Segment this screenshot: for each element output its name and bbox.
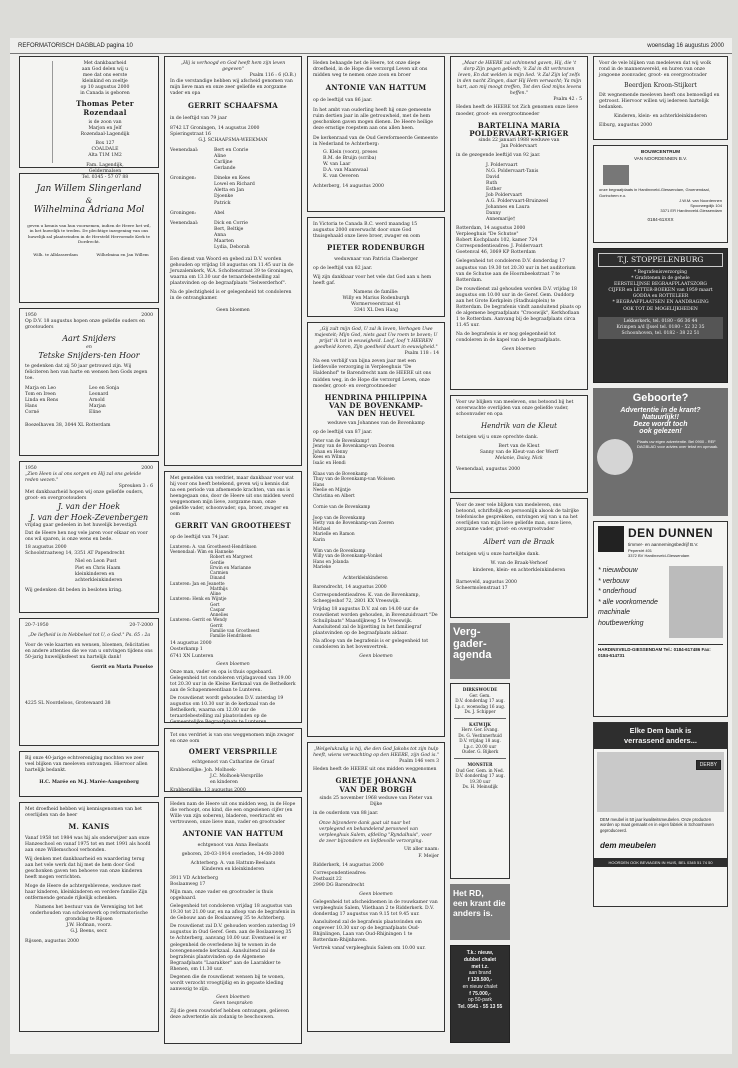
bride-name: Wilhelmina Adriana Mol — [33, 205, 145, 216]
obituary-van-der-borgh: „Welgelukzalig is hij, die den God Jakobs tot zijn hulp heeft, wiens verwachting op den HEERE, zijn God is." Psalm 146 vers 3 Heden heeft de HEERE uit ons midden weggenomen GRIETJE JOHANNA VAN DER BORGH sinds 25 november 1968 weduwe van Pieter van Dijke in de ouderdom van 88 jaar. Onze bijzondere dank gaat uit naar het verplegend en behandelend personeel van verpleeghuis Salem, afdeling "Ryndalhuis", voor de zeer bijzondere en liefdevolle verzorging. Uit aller naam: F. Meijer Ridderkerk, 14 augustus 2000 Correspondentieadres: Postbaxit 22 2990 DG Barendrecht Geen bloemen Gelegenheid tot afscheidnemen in de rouwkamer van verpleeghuis Salem, Vliethaan 2 te Ridderkerk. D.V. donderdag 17 augustus van 9.15 tot 9.45 uur. Aansluitend zal de begrafenis plaatsvinden om ongeveer 10.30 uur op de begraafplaats Oud-Rhijnlingen, Laan van Oud-Rhijningen 1 te Rotterdam-Rhijnhaven. Vertrek vanaf verpleeghuis Salem om 10.00 uur. — [307, 742, 445, 1032]
chalet-ad: T.k.: nieuw, dubbel chalet met t.z. aan brand f 129.500,- en nieuw chalet f 75.000,- op 50-park Tel. 0541 - 55 13 55 — [450, 945, 510, 1043]
birth-ad: Geboorte? Advertentie in de krant? Natuurlijk!! Deze wordt toch ook gelezen! Plaats uw eigen advertentie. Bel 0900 - REF DAGBLAD voor advies over tekst en opmaak. — [593, 388, 728, 516]
anniversary-van-der-hoek: 1950 2000 „Zien Heen is al ons sorgen en Hij zal ons geleide reden wezen." Spreuken 3 : 6 Met dankbaarheid hopen wij onze geliefde ouders, groot- en overgrootouders J. van der Hoek J. van der Hoek-Zevenbergen vrijdag gaar gedeelen in het huwelijk bevestigd. Dat de Heere hen nog vele jaren voor elkaar en voor ons wil sparen, is onze wens en bede. 18 augustus 2000 Schoolstraatweg 14, 3351 AT Papendrecht Niel en Leon Pust Piet en Chris Haam kleinkinderen en achterkleinkinderen Wij gedenken dit beden in besloten kring. — [19, 461, 159, 613]
column-1 — [19, 56, 159, 1046]
den-dunnen-ad: DEN DUNNEN timmer- en aannemingsbedrijf B.V. Peperstrt 401 3372 BV Hardinxveld-Giessendam * nieuwbouw * verbouw * onderhoud * alle voorkomende machinale houtbewerking HARDINXVELD-GIESSENDAM Tel.: 0184-617486 Fax: 0184-614731 — [593, 521, 728, 717]
obituary-van-de-bovenkamp: „Gij zult mijn God, U zal ik loven, Verhogen Uwe majesteit; Mijn God, niets gaat Uw roem te boven; U prijst' ik tot in eeuwigheid. Loof, loof 't HEEREN goedheid koren, Zijn goedheid duurt in eeuwigheid." Psalm 118 : 14 Na een verblijf van bijna zeven jaar met een liefdevolle verzorging in Verpleeghuis "De Haldenhof" te Barendrecht nam de HEERE uit ons midden weg, in de Hope die verzorgd Leven, onze moeder, groot- en overgrootmoeder HENDRINA PHILIPPINA VAN DE BOVENKAMP- VAN DEN HEUVEL weduwe van Johannes van de Bovenkamp op de leeftijd van 87 jaar. Peter van de Bovenkamp† Jenny van de Bovenkamp-van Dooren Johan en Henny Kees en Wilma Isaäc en Hendi Klaas van de Bovenkamp Thuy van de Bovenkamp-van Wolssen Hans Neelie en Mijntje Christina en Albert Cornie van de Bovenkamp Joop van de Bovenkamp Hetty van de Bovenkamp-van Zoeren Michael Marielle en Ramon Karin Wim van de Bovenkamp Willy van de Bovenkamp-Vonkel Hans en Jolanda Marieke Achterkleinkinderen Barendrecht, 14 augustus 2000 Correspondentieadres: K. van de Bovenkamp, Scheepjeshof 72, 2801 KX Vreeswijk. Vrijdag 18 augustus D.V. zal om 14.00 uur de rouwdienst worden gehouden, in Bovenzuidvaart "De Schuilplaats" Maasdijkweg 5 te Vreeswijk. Aansluitend zal de bijzetting in het familiegraf plaatsvinden op de begraafplaats aldaar. Na afloop van de begrafenis is er gelegenheid tot condoleren in het bovenvertrek. Geen bloemen — [307, 322, 445, 737]
family-list: Peter van de Bovenkamp† Jenny van de Bovenkamp-van Dooren Johan en Henny Kees en Wilma Isaäc en Hendi Klaas van de Bovenkamp Thuy van de Bovenkamp-van Wolssen Hans Neelie en Mijntje Christina en Albert Cornie van de Bovenkamp Joop van de Bovenkamp Hetty van de Bovenkamp-van Zoeren Michael Marielle en Ramon Karin Wim van de Bovenkamp Willy van de Bovenkamp-Vonkel Hans en Jolanda Marieke Achterkleinkinderen — [313, 438, 395, 582]
obituary-van-hattum-church: Heden behaagde het de Heere, tot onze diepe droefheid, in de Hope die verzorgd Leven uit ons midden weg te nemen onze zoon en broer ANTONIE VAN HATTUM op de leeftijd van 86 jaar. In het ambt van ouderling heeft hij onze gemeente ruim dertien jaar in alle getrouwheid, met de hem geschonken gaven mogen dienen. De Heere heilige deze ernstige roepstem aan ons allen heen. De kerkenraad van de Oud Gereformeerde Gemeente in Nederland te Achterberg: G. Klein (voorz), preses B.M. de Bruijn (scriba) W. van Laar D.A. van Maanwaal K. van Oeveren Achterberg, 14 augustus 2000 — [307, 56, 445, 212]
dem-logo: dem meubelen — [600, 841, 657, 851]
page-header — [10, 38, 732, 54]
obituary-kanis: Met droefheid hebben wij kennisgenomen van het overlijden van de heer M. KANIS Vanaf 1958 tot 1984 was hij als onderwijzer aan onze Hanzeschool en vanaf 1975 tot en met 1991 als hoofd aan onze Willemschool verbonden. Wij denken met dankbaarheid en waardering terug aan het vele werk dat hij met de hem door God geschonken gaven ten behoeve van onze kinderen heeft mogen verrichten. Moge de Heere de achtergeblevene, weduwe met haar kinderen, kleinkinderen en verdere familie Zijn ontfermende genade rijkelijk schenken. Namens het bestuur van de Vereniging tot het onderhouden van scholenwerk op reformatorische grondslag te Rijssen J.W. Hofman, voorz. G.J. Beens, secr. Rijssen, augustus 2000 — [19, 802, 159, 1032]
family-list: J. Poldervaart N.G. Poldervaart-Tanis David Ruth Esther Job Poldervaart A.G. Poldervaart-Bruinzeel Johannes en Laura Danny Annemarije† — [486, 162, 549, 223]
stoppelenburg-ad: T.J. STOPPELENBURG * Begrafenisverzorging * Grafstenen in de gehele EERSTELIJNSE BEGRAAFPLAATSZORG CIJFER en LETTER-BOEKEN van 1959 maart GODDA en ROTTELEER * BEGRAAFPLAATSEN EN AANDRAGING OOK TOT DE MOGELIJKHEDEN Lekkerkerk, tel. 0180 - 66 36 44 Krimpen a/d IJssel tel. 0180 - 52 32 35 Schoonhoven, tel. 0182 - 38 22 51 — [593, 248, 728, 383]
baby-photo — [597, 439, 633, 475]
obituary-versprille: Tot ons verdriet is van ons weggenomen mijn zwager en onze oom OMERT VERSPRILLE echtgenoot van Catharine de Graaf Krabbendijke: Joh. Molhoek- J.C. Molhoek-Versprille en kinderen Krabbendijke, 13 augustus 2000 — [164, 728, 302, 792]
family-list: Lunteren: A. van Grootheest-Hendriksen Veenendaal: Wim en Hanneke Robert en Margreet Gerdie Erwin en Marianne Carmien Dinand Lunteren: Jan en Jeanette Matthijs Aline Lunteren: Henk en Wijntje Gert Caspar Annelies Lunteren: Gerrit en Wendy Gerrit Familie van Grootheest Familie Hendriksen — [170, 543, 260, 639]
thanks-van-de-braak: Voor de zeer vele blijken van medeleven, ons betoond, schriftelijk en persoonlijk alsook de talrijke telefonische gesprekken, ontvingen wij van u na het overlijden van mijn lieve geliefde man, onze lieve, zorgzame vader, groot- en overgrootvader Albert van de Braak betuigen wij u onze hartelijke dank. W. van de Braak-Verhoef kinderen, klein- en achterkleinkinderen Barneveld, augustus 2000 Scheermolenstraat 17 — [450, 498, 588, 618]
bouwcentrum-ad: BOUWCENTRUM VAN NOORDENNEN B.V. onze begraafplaats in Hardinxveld-Giessendam, Groenendaal, Gorinchem e.o. J.W.M. van Noordennen Spoorwegdijk 104 3371 ER Hardinxveld-Giessendam 0184-61XXX — [593, 145, 728, 243]
thanks-maree: Bij onze 40-jarige echtvereniging mochten we zeer veel blijken van meeleven ontvangen. Hiervoor allen hartelijk bedankt. H.C. Marée en M.J. Marée-Aangenberg — [19, 751, 159, 797]
dem-meubelen-ad: Elke Dem bank is verrassend anders... DERBY DEM meubel is 50 jaar kwaliteitsmeubelen. Onze producten worden op maat gemaakt en in eigen fabriek in Schoonhoven geproduceerd. dem meubelen HOORDEN OOK BEVIAGEN IN HUIS, BEL 0345 51 74 50 — [593, 722, 728, 907]
newspaper-page — [10, 38, 732, 1054]
child-name: Thomas Peter Rozendaal — [76, 99, 134, 117]
wedding-announcement: Jan Willem Slingerland & Wilhelmina Adriana Mol geven u kennis van hun voornemen, indien de Heere het wil, in het huwelijk te treden. De plechtige inzegening van ons huwelijk zal plaatsvinden in de Hersteld Hervormde Kerk te Dordrecht. Wilh. te Alblasserdam Wilhelmina en Jan Willem — [19, 173, 159, 303]
header-left: REFORMATORISCH DAGBLAD pagina 10 — [18, 42, 133, 49]
house-photo — [669, 566, 723, 638]
column-5 — [593, 56, 728, 1046]
agenda-banner: Verg- gader- agenda — [450, 623, 510, 679]
obituary-schaafsma: „Hij is verhoogd en God heeft hem zijn leven gegeven" Psalm 116 : 6 (O.B.) In die verstandige hebben wij afscheid genomen van mijn lieve man en onze zeer geliefde en zorgzame vader en opa GERRIT SCHAAFSMA in de leeftijd van 79 jaar 8742 LT Groningen, 14 augustus 2000 Spieringstraat 16 G.J. SCHAAFSMA-WEEKMAN Veenendaal: Bert en Conrie Aline Carlijne Gerlande Groningen: Dineke en Kees Lowel en Richard Aletta en Jan Djoenke Patrick Groningen: Abel Veenendaal: Dick en Corrie Bert, Beltkje Anna Maarten Lydia, Deborah Een dienst van Woord en gebed zal D.V. worden gehouden op vrijdag 18 augustus om 11.45 uur in de Jeruzalemkerk, W.A. Scholtenstraat 39 te Groningen, waarna om 13.30 uur de teraardebestelling zal plaatsvinden op de begraafplaats "Selwerderhof". Na de plechtigheid is er gelegenheid tot condoleren in de ontvangkamer. Geen bloemen — [164, 56, 302, 466]
house-logo — [603, 165, 629, 185]
meeting-agenda: DIRKSWOUDE Ger. Gem. D.V. donderdag 17 aug. Lp.c. woensdag 16 aug. Ds. J. Schipper KATWIJK Herv. Ger. Evang. Ds. G. Vestinnerhuid D.V. vrijdag 18 aug. Lp.c. 20.00 uur Ouder. G. Bijkerk MONSTER Oud Ger. Gem. in Ned. D.V. donderdag 17 aug. 19.30 uur Ds. H. Meinsdijk — [450, 683, 510, 879]
children-list: Marja en Leo Leo en Sonja Tom en Ireen Leonard Linda en Rens Arnold Hans Marjan Corné Eline — [25, 386, 120, 416]
rd-ad: Het RD, een krant die anders is. — [450, 884, 510, 940]
column-2 — [164, 56, 302, 1046]
anniversary-snijders: 1950 2000 Op D.V. 18 augustus hopen onze geliefde ouders en grootouders Aart Snijders en Tetske Snijders-ten Hoor te gedenken dat zij 50 jaar getrouwd zijn. Wij feliciteren hen van harte en wensen hen Gods zegen toe. Marja en Leo Leo en Sonja Tom en Ireen Leonard Linda en Rens Arnold Hans Marjan Corné Eline Boezelhaven 38, 3044 XL Rotterdam — [19, 308, 159, 456]
obituary-van-hattum-family: Heden nam de Heere uit ons midden weg, in de Hope die verhoopt, ons kind, die een ongezienen cijfer (en Wille van zijn soberen), bladeren, veerkracht en vertrouwen, onze lieve man, vader en grootvader ANTONIE VAN HATTUM echtgenoot van Anna Beelaats geboren, 20-03-1914 overleden, 14-08-2000 Achterberg: A. van Hattum-Beelaats Kinderen en kleinkinderen 3911 VD Achterberg Boslaanweg 17 Mijn man, onze vader en grootvader is thuis opgebaard. Gelegenheid tot condoleren vrijdag 18 augustus van 19.30 tot 21.00 uur, en na afloop van de begrafenis in de Gebouw aan de Boslaanweg 35 te Achterberg. De rouwdienst zal D.V. gehouden worden zaterdag 19 augustus in Oud Geref. Gem. aan de Boslaanweg 35 te Achterberg, aanvang 10.00 uur. Eventueel is er gelegenheid de overledene bij te wonen in de bovengenoemde kerkzaal. Aansluitend zal de begrafenis plaatsvinden op de Algemene Begraafplaats "Laarakker" aan de Laarakker te Rhenen, om 11.30 uur. Degenen die de rouwdienst wensen bij te wonen, wordt verzocht vroegtijdig en in gepaste kleding aanwezig te zijn. Geen bloemen Geen toespraken Zij die geen rouwbrief hebben ontvangen, gelieven deze advertentie als zodanig te beschouwen. — [164, 797, 302, 1044]
header-right: woensdag 16 augustus 2000 — [647, 42, 724, 49]
obituary-poldervaart: „Maar de HEERE zal schinnend gaven, Hij, die 't dorp Zijn pogen gebiedt; 'k Zal in dit verbrozen leven, En dat welden is mijn lied. 'k Zal Zijn lof zelfs in den nacht Zingen, daar Hij Hem verwacht; Ya mijn hart, aan mij moogt treffen, Tot den God mijns levens heffen." Psalm 42 : 5 Heden heeft de HEERE tot Zich genomen onze lieve moeder, groot- en overgrootmoeder BARTELINA MARIA POLDERVAART-KRIGER sinds 22 januari 1988 weduwe van Jan Poldervaart in de gezegende leeftijd van 92 jaar. J. Poldervaart N.G. Poldervaart-Tanis David Ruth Esther Job Poldervaart A.G. Poldervaart-Bruinzeel Johannes en Laura Danny Annemarije† Rotterdam, 14 augustus 2000 Verpleeghuis "De Schutse" Robert Kochplaats 102, kamer 724 Correspondentieadres: J. Poldervaart Goetenval 46, 3069 KP Rotterdam Gelegenheid tot condoleren D.V. donderdag 17 augustus van 19.30 tot 20.30 uur in het auditorium van de Schutse aan de Hoornbeekstraat 7 te Rotterdam. De rouwdienst zal gehouden worden D.V. vrijdag 18 augustus om 10.00 uur in de Geref. Gem. Ouddorp aan het Grote Kerkplein (Stadhuisplein) te Rotterdam. De begrafenis vindt aansluitend plaats op de algemene begraafplaats "Crooswijk", Kerkhoflaan 1 te Rotterdam. Aanvang bij de begraafplaats circa 11.45 uur. Na de begrafenis is er nog gelegenheid tot condoleren in de kapel van de begraafplaats. Geen bloemen — [450, 56, 588, 390]
birth-lines: Met dankbaarheid aan God delen wij u mee dat ons eerste kleinkind en zoeltje op 10 augustus 2000 in Canada is geboren — [80, 61, 130, 97]
sofa-photo: DERBY — [597, 752, 724, 812]
birth-announcement: Met dankbaarheid aan God delen wij u mee dat ons eerste kleinkind en zoeltje op 10 augustus 2000 in Canada is geboren Thomas Peter Rozendaal is de zoon van Marjon en Jelf Rozendaal-Lagendijk Box 127 COALDALE Alta T1M 1M2 Fam. Lagendijk, Geldermalsen Tel. 0345 - 57 07 88 — [19, 56, 159, 168]
obituary-van-grootheest: Met gemelden van verdriet, maar dankbaar voor wat hij voor ons heeft betekend, geven wij u kennis dat na een periode van afnemende krachten, van ons is heengegaan ons, door de Heere uit ons midden werd weggenomen mijn lieve, zorgzame man, onze geliefde vader, schoonvader, opa, broer, zwager en oom GERRIT VAN GROOTHEEST op de leeftijd van 74 jaar. Lunteren: A. van Grootheest-Hendriksen Veenendaal: Wim en Hanneke Robert en Margreet Gerdie Erwin en Marianne Carmien Dinand Lunteren: Jan en Jeanette Matthijs Aline Lunteren: Henk en Wijntje Gert Caspar Annelies Lunteren: Gerrit en Wendy Gerrit Familie van Grootheest Familie Hendriksen 14 augustus 2000 Oosterkamp 1 6741 XN Lunteren Geen bloemen Onze man, vader en opa is thuis opgebaard. Gelegenheid tot condoleren vrijdagavond van 19.00 tot 20.30 uur in de Kleine Kerkzaal van de Bethelkerk aan de Schapenmeentlaan te Lunteren. De rouwdienst wordt gehouden D.V. zaterdag 19 augustus om 10.30 uur in de kerkzaal van de Bethelkerk, waarna om 12.00 uur de teraardebestelling zal plaatsvinden op de Gemeentelijke Begraafplaats te Lunteren. — [164, 471, 302, 723]
house-logo — [598, 526, 624, 552]
groom-name: Jan Willem Slingerland — [36, 184, 142, 194]
column-3 — [307, 56, 445, 1046]
thanks-pouelse: 20-7-1950 20-7-2000 „De liefheid is in Nebbelsel tot U, o God." Ps. 65 : 2a Voor de vele kaarten en wensen, bloemen, felicitaties en andere attenties die we van u ontvingen tijdens ons 50-jarig huwelijksfeest nu hartelijk dank! Gerrit en Maria Pouelse 4225 SL Noordeloos, Grotewaard 38 — [19, 618, 159, 746]
obituary-rodenburgh: In Victoria te Canada B.C. werd maandag 15 augustus 2000 onverwacht door onze God thuisgehaald onze lieve broer, zwager en oom PIETER RODENBURGH weduwnaar van Patricia Claeberger op de leeftijd van 82 jaar. Wij zijn dankbaar voor het vele dat God aan u hem heeft gaf. Namens de familie: Willy en Marius Rodenburgh Wormerveerstraat 41 3341 XL Den Haag — [307, 217, 445, 317]
thanks-kroon-stijkert: Voor de vele blijken van medeleven dat wij wolk rond in de mannenwereld, en huren van onze jongoene zoonvader, groot- en overgrootvader Beerdjen Kroon-Stijkert Dit wegnemende meeleven heeft ons bemoedigd en getroost. Hiervoor willen wij iedereen hartelijk bedanken. Kinderen, klein- en achterkleinkinderen Elburg, augustus 2000 — [593, 56, 728, 140]
thanks-van-de-kleut: Voor uw blijken van meeleven, ons betoond bij het onverwachte overlijden van onze geliefde vader, schoonvader en opa Hendrik van de Kleut betuigen wij u onze oprechte dank. Bert van de Kleut Sanny van de Kleut-van der Werff Melanie, Daisy, Nick Veenendaal, augustus 2000 — [450, 395, 588, 493]
column-4 — [450, 56, 588, 1046]
